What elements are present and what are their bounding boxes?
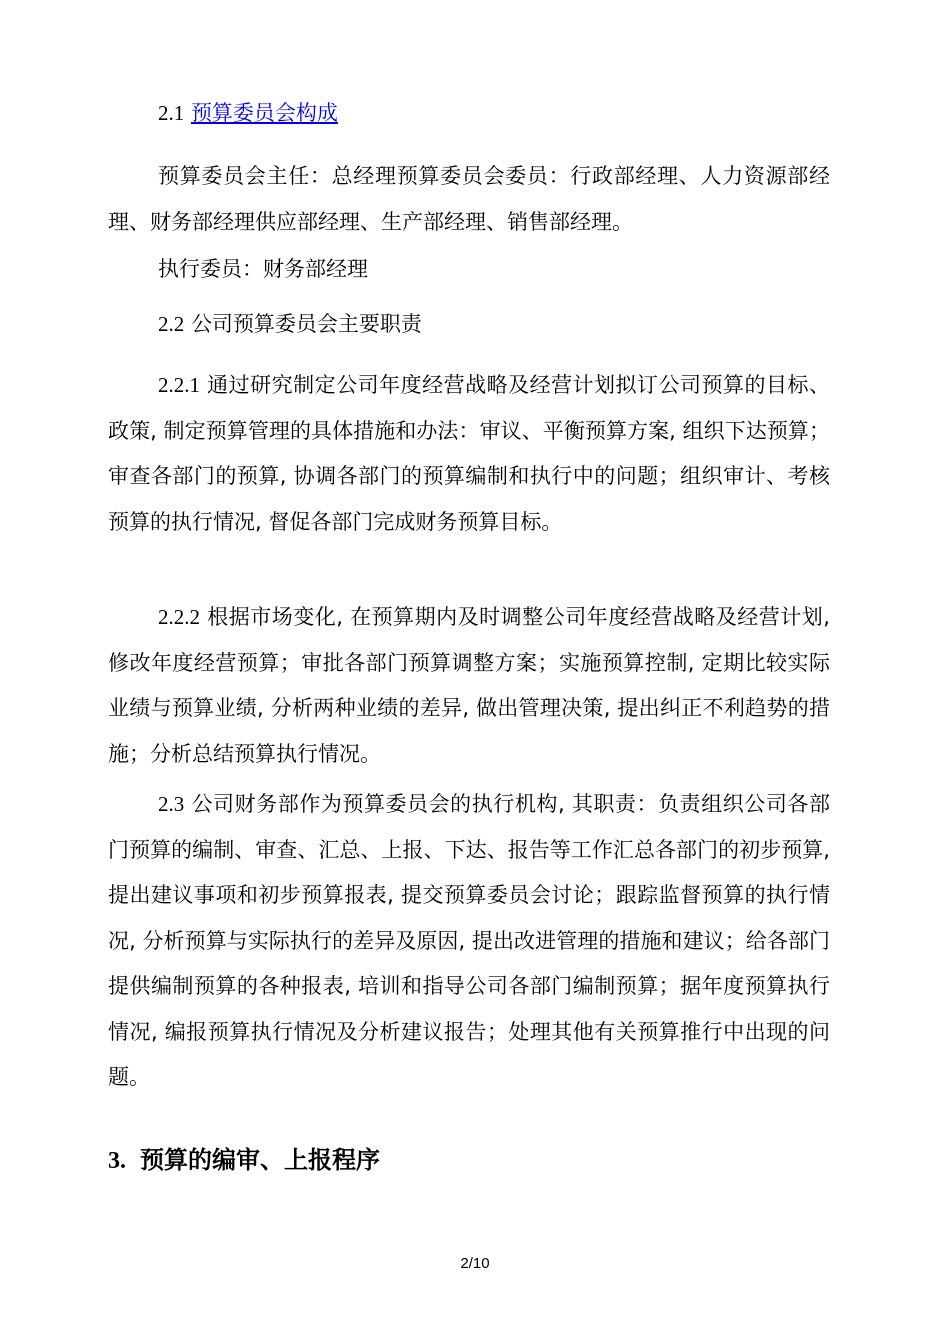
item-2-2-1-text: 通过研究制定公司年度经营战略及经营计划拟订公司预算的目标、政策, 制定预算管理的具体措施和办法：审议、平衡预算方案, 组织下达预算；审查各部门的预算, 协调各部门的预算编制和执行中的问题；组织审计、考核预算的执行情况, 督促各部门完成财务预算目标。 [108,373,830,534]
section-3-title: 预算的编审、上报程序 [140,1145,380,1174]
item-2-2-2-paragraph [108,595,830,777]
item-2-2-2-number: 2.2.2 [158,605,200,629]
item-2-2-2-text: 根据市场变化, 在预算期内及时调整公司年度经营战略及经营计划, 修改年度经营预算；审批各部门预算调整方案；实施预算控制, 定期比较实际业绩与预算业绩, 分析两种业绩的差异, 做出管理决策, 提出纠正不利趋势的措施；分析总结预算执行情况。 [108,605,830,766]
page-number: 2/10 [460,1255,490,1272]
section-2-1-number: 2.1 [158,101,185,125]
executive-member-paragraph: 执行委员：财务部经理 [158,257,368,281]
section-3-number: 3. [108,1148,126,1174]
item-2-3-text: 公司财务部作为预算委员会的执行机构, 其职责：负责组织公司各部门预算的编制、审查、汇总、上报、下达、报告等工作汇总各部门的初步预算, 提出建议事项和初步预算报表, 提交预算委员会讨论；跟踪监督预算的执行情况, 分析预算与实际执行的差异及原因, 提出改进管理的措施和建议；给各部门提供编制预算的各种报表, 培训和指导公司各部门编制预算；据年度预算执行情况, 编报预算执行情况及分析建议报告；处理其他有关预算推行中出现的问题。 [108,792,830,1089]
committee-members-paragraph: 预算委员会主任：总经理预算委员会委员：行政部经理、人力资源部经理、财务部经理供应部经理、生产部经理、销售部经理。 [108,164,830,234]
section-2-1-title-link[interactable]: 预算委员会构成 [190,101,338,125]
section-2-1-heading [158,98,338,128]
item-2-3-number: 2.3 [158,792,185,816]
section-2-2-title: 公司预算委员会主要职责 [190,312,422,336]
item-2-3-paragraph [108,782,830,1101]
item-2-2-1-paragraph [108,363,830,545]
section-3-heading [108,1142,380,1179]
section-2-2-number: 2.2 [158,312,185,336]
section-2-2-heading [158,309,422,339]
item-2-2-1-number: 2.2.1 [158,373,200,397]
